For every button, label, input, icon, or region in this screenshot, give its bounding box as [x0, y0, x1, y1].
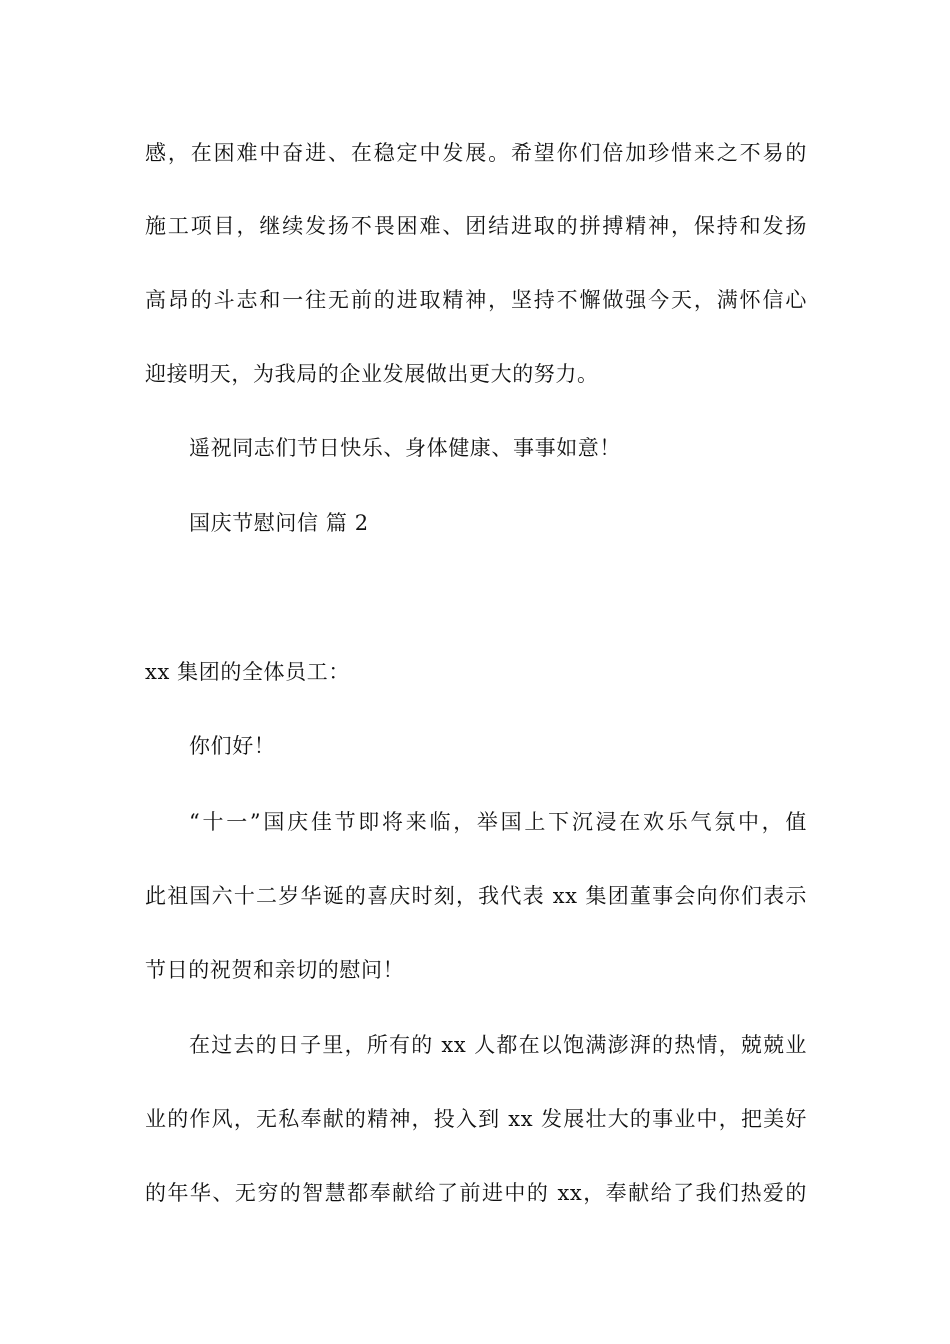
paragraph-line-7: 节日的祝贺和亲切的慰问！	[145, 958, 405, 982]
paragraph-line-9: 业的作风，无私奉献的精神，投入到 xx 发展壮大的事业中，把美好	[145, 1107, 807, 1131]
greeting: 你们好！	[189, 734, 276, 758]
paragraph-line-2: 施工项目，继续发扬不畏困难、团结进取的拼搏精神，保持和发扬	[145, 214, 807, 238]
paragraph-line-3: 高昂的斗志和一往无前的进取精神，坚持不懈做强今天，满怀信心	[145, 288, 807, 312]
paragraph-line-4: 迎接明天，为我局的企业发展做出更大的努力。	[145, 362, 599, 386]
section-heading: 国庆节慰问信 篇 2	[189, 511, 369, 535]
closing-wishes: 遥祝同志们节日快乐、身体健康、事事如意！	[189, 436, 621, 460]
paragraph-line-6: 此祖国六十二岁华诞的喜庆时刻，我代表 xx 集团董事会向你们表示	[145, 884, 807, 908]
paragraph-line-1: 感，在困难中奋进、在稳定中发展。希望你们倍加珍惜来之不易的	[145, 141, 807, 165]
paragraph-line-8: 在过去的日子里，所有的 xx 人都在以饱满澎湃的热情，兢兢业	[189, 1033, 807, 1057]
paragraph-line-5: “十一”国庆佳节即将来临，举国上下沉浸在欢乐气氛中，值	[189, 810, 807, 834]
paragraph-line-10: 的年华、无穷的智慧都奉献给了前进中的 xx，奉献给了我们热爱的	[145, 1181, 807, 1205]
salutation: xx 集团的全体员工：	[145, 660, 350, 684]
